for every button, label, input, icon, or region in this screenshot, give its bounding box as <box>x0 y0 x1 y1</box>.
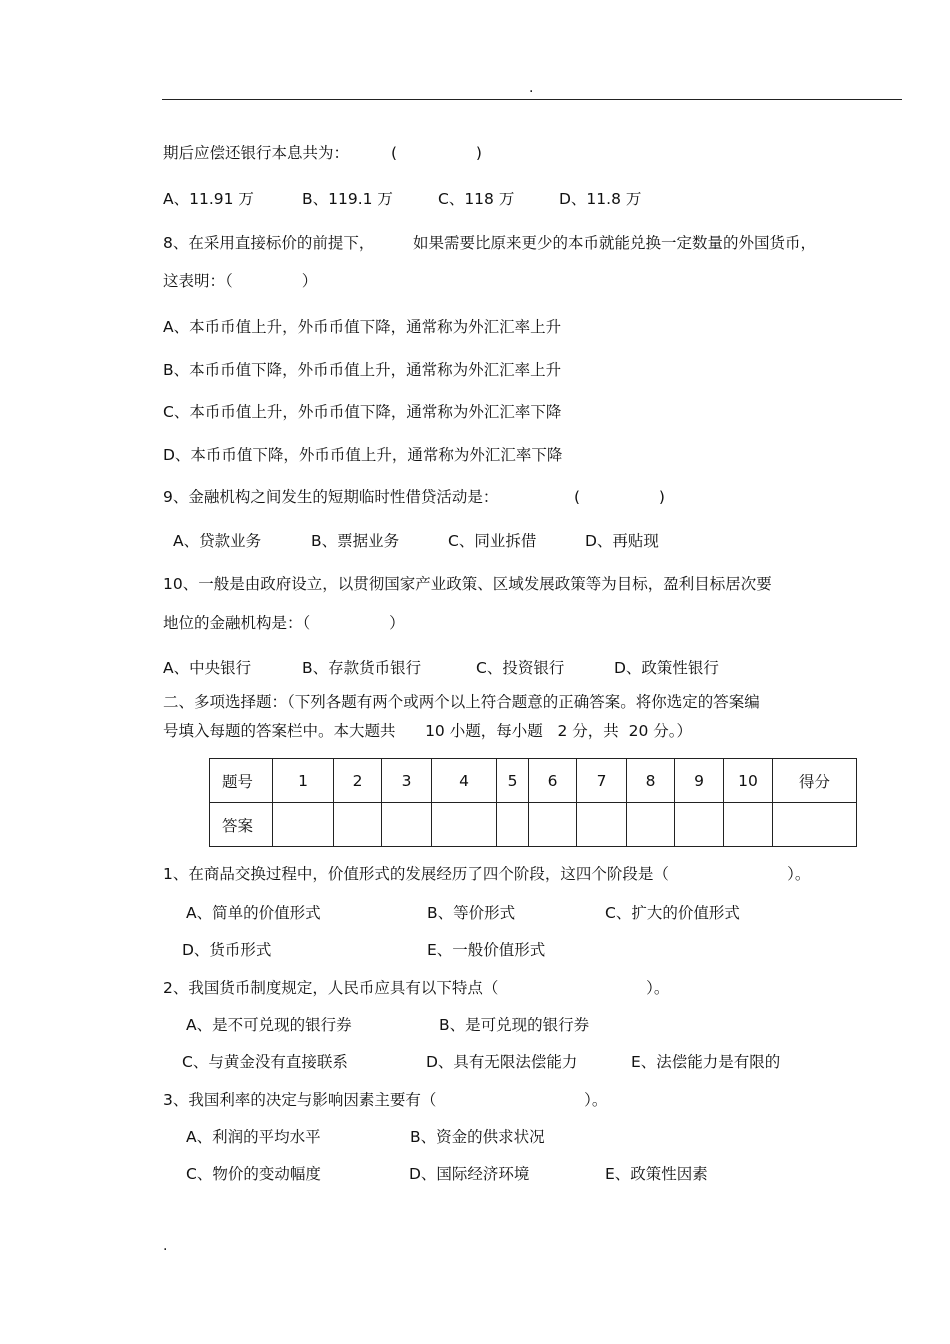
m1-option-b: B、等价形式 <box>427 904 516 922</box>
m1-option-c: C、扩大的价值形式 <box>605 904 740 922</box>
section2-heading-line1: 二、多项选择题：（下列各题有两个或两个以上符合题意的正确答案。将你选定的答案编 <box>163 693 760 711</box>
m1-option-e: E、一般价值形式 <box>427 941 546 959</box>
table-header-cell: 9 <box>675 759 724 803</box>
header-rule <box>162 99 902 100</box>
m2-option-b: B、是可兑现的银行券 <box>439 1016 590 1034</box>
q9-option-a: A、贷款业务 <box>173 532 262 550</box>
answer-cell[interactable] <box>432 803 497 847</box>
q8-option-a: A、本币币值上升，外币币值下降，通常称为外汇汇率上升 <box>163 318 562 336</box>
table-header-cell: 5 <box>497 759 529 803</box>
m1-stem: 1、在商品交换过程中，价值形式的发展经历了四个阶段，这四个阶段是（ ）。 <box>163 865 811 883</box>
answer-cell[interactable] <box>627 803 675 847</box>
m3-option-d: D、国际经济环境 <box>409 1165 530 1183</box>
table-header-cell: 题号 <box>210 759 273 803</box>
m1-option-d: D、货币形式 <box>182 941 272 959</box>
header-dot: . <box>529 80 534 96</box>
q7-stem: 期后应偿还银行本息共为： <box>163 144 350 162</box>
m2-option-a: A、是不可兑现的银行券 <box>186 1016 352 1034</box>
answer-cell[interactable] <box>675 803 724 847</box>
answer-table <box>209 758 857 847</box>
q10-option-c: C、投资银行 <box>476 659 565 677</box>
q9-stem: 9、金融机构之间发生的短期临时性借贷活动是： <box>163 488 499 506</box>
answer-cell[interactable] <box>724 803 773 847</box>
section2-heading-line2: 号填入每题的答案栏中。本大题共 10 小题，每小题 2 分，共 20 分。） <box>163 722 693 740</box>
q10-stem-line2: 地位的金融机构是：（ ） <box>163 614 405 632</box>
q10-stem-line1: 10、一般是由政府设立，以贯彻国家产业政策、区域发展政策等为目标，盈利目标居次要 <box>163 575 772 593</box>
answer-cell[interactable] <box>273 803 334 847</box>
q7-option-c: C、118 万 <box>438 190 515 208</box>
q8-option-d: D、本币币值下降，外币币值上升，通常称为外汇汇率下降 <box>163 446 563 464</box>
q10-option-b: B、存款货币银行 <box>302 659 422 677</box>
footer-dot: . <box>163 1238 168 1254</box>
table-header-cell: 10 <box>724 759 773 803</box>
q7-answer-paren: ( ) <box>391 144 482 162</box>
q10-option-d: D、政策性银行 <box>614 659 719 677</box>
q8-stem-line2: 这表明：（ ） <box>163 272 318 290</box>
q10-option-a: A、中央银行 <box>163 659 252 677</box>
table-header-cell: 4 <box>432 759 497 803</box>
q7-option-b: B、119.1 万 <box>302 190 393 208</box>
q8-stem-part1: 8、在采用直接标价的前提下， <box>163 234 375 252</box>
m2-stem: 2、我国货币制度规定，人民币应具有以下特点（ ）。 <box>163 979 670 997</box>
table-header-cell: 3 <box>382 759 432 803</box>
q7-option-d: D、11.8 万 <box>559 190 642 208</box>
m3-option-e: E、政策性因素 <box>605 1165 708 1183</box>
answer-table-answer-row <box>210 803 857 847</box>
answer-row-label: 答案 <box>210 803 273 847</box>
m3-option-c: C、物价的变动幅度 <box>186 1165 321 1183</box>
table-header-cell: 1 <box>273 759 334 803</box>
table-header-cell: 7 <box>577 759 627 803</box>
m2-option-d: D、具有无限法偿能力 <box>426 1053 578 1071</box>
m3-option-b: B、资金的供求状况 <box>410 1128 545 1146</box>
q9-option-c: C、同业拆借 <box>448 532 537 550</box>
answer-table-header-row <box>210 759 857 803</box>
m3-stem: 3、我国利率的决定与影响因素主要有（ ）。 <box>163 1091 608 1109</box>
q8-option-b: B、本币币值下降，外币币值上升，通常称为外汇汇率上升 <box>163 361 562 379</box>
answer-cell[interactable] <box>334 803 382 847</box>
q7-option-a: A、11.91 万 <box>163 190 254 208</box>
m1-option-a: A、简单的价值形式 <box>186 904 321 922</box>
table-header-cell: 8 <box>627 759 675 803</box>
answer-cell[interactable] <box>577 803 627 847</box>
table-header-cell: 得分 <box>773 759 857 803</box>
answer-cell[interactable] <box>497 803 529 847</box>
q9-option-d: D、再贴现 <box>585 532 659 550</box>
q8-stem-part2: 如果需要比原来更少的本币就能兑换一定数量的外国货币， <box>413 234 817 252</box>
table-header-cell: 6 <box>529 759 577 803</box>
q9-option-b: B、票据业务 <box>311 532 400 550</box>
m2-option-c: C、与黄金没有直接联系 <box>182 1053 348 1071</box>
q9-answer-paren: ( ) <box>574 488 665 506</box>
answer-cell[interactable] <box>529 803 577 847</box>
q8-option-c: C、本币币值上升，外币币值下降，通常称为外汇汇率下降 <box>163 403 562 421</box>
score-cell[interactable] <box>773 803 857 847</box>
answer-cell[interactable] <box>382 803 432 847</box>
table-header-cell: 2 <box>334 759 382 803</box>
m2-option-e: E、法偿能力是有限的 <box>631 1053 781 1071</box>
m3-option-a: A、利润的平均水平 <box>186 1128 321 1146</box>
